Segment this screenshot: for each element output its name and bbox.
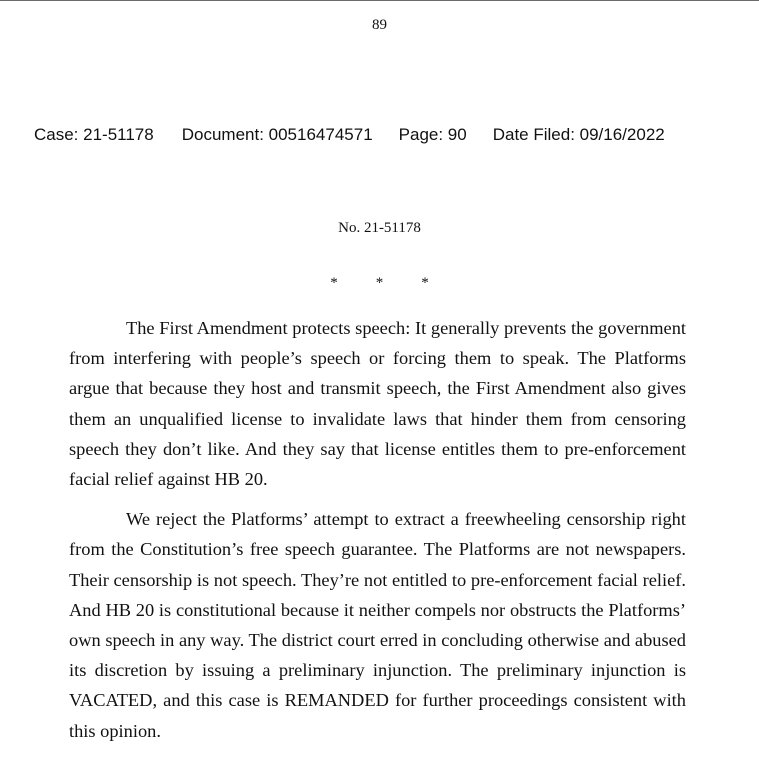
top-border: [0, 0, 759, 1]
asterisk: *: [375, 275, 384, 291]
paragraph: The First Amendment protects speech: It generally prevents the government from interfering with people’s speech or forcing them to speak. The Platforms argue that because they host and transmit speech, the First Amendment also gives them an unqualified license to invalidate laws that hinder them from censoring speech they don’t like. And they say that license entitles them to pre-enforcement facial relief against HB 20.: [69, 318, 686, 490]
asterism-separator: [0, 275, 759, 292]
page-label: Page: 90: [398, 125, 467, 144]
paragraph: We reject the Platforms’ attempt to extract a freewheeling censorship right from the Constitution’s free speech guarantee. The Platforms are not newspapers. Their censorship is not speech. They’re not entitled to pre-enforcement facial relief. And HB 20 is constitutional because it neither compels nor obstructs the Platforms’ own speech in any way. The district court erred in concluding otherwise and abused its discretion by issuing a preliminary injunction. The preliminary injunction is VACATED, and this case is REMANDED for further proceedings consistent with this opinion.: [69, 509, 686, 741]
page-number: 89: [372, 17, 387, 33]
case-header: [34, 125, 734, 145]
opinion-body: [69, 313, 686, 746]
asterisk: *: [330, 275, 338, 291]
date-filed: Date Filed: 09/16/2022: [492, 125, 665, 144]
document-number: Document: 00516474571: [181, 125, 373, 144]
docket-number: No. 21-51178: [338, 220, 421, 236]
asterisk: *: [421, 275, 429, 291]
case-number: Case: 21-51178: [34, 125, 154, 144]
